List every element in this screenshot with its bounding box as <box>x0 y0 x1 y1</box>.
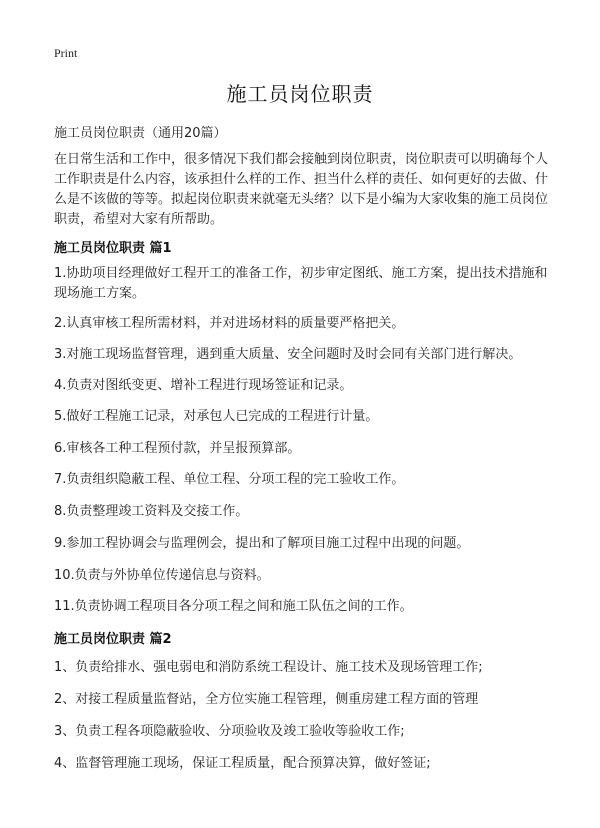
list-item: 10.负责与外协单位传递信息与资料。 <box>54 568 270 583</box>
document-subtitle: 施工员岗位职责（通用20篇） <box>54 126 227 141</box>
list-item: 9.参加工程协调会与监理例会，提出和了解项目施工过程中出现的问题。 <box>54 536 470 551</box>
page-title: 施工员岗位职责 <box>226 82 374 106</box>
list-item: 4、监督管理施工现场，保证工程质量，配合预算决算，做好签证; <box>54 756 431 771</box>
print-label[interactable]: Print <box>54 46 78 60</box>
list-item: 2.认真审核工程所需材料，并对进场材料的质量要严格把关。 <box>54 316 405 331</box>
section-heading-1: 施工员岗位职责 篇1 <box>54 241 172 256</box>
list-item: 1、负责给排水、强电弱电和消防系统工程设计、施工技术及现场管理工作; <box>54 660 483 675</box>
list-item: 6.审核各工种工程预付款，并呈报预算部。 <box>54 441 301 456</box>
list-item: 3、负责工程各项隐蔽验收、分项验收及竣工验收等验收工作; <box>54 724 405 739</box>
list-item: 11.负责协调工程项目各分项工程之间和施工队伍之间的工作。 <box>54 599 413 614</box>
list-item: 1.协助项目经理做好工程开工的准备工作，初步审定图纸、施工方案，提出技术措施和现场施工方案。 <box>54 266 548 301</box>
list-item: 3.对施工现场监督管理，遇到重大质量、安全问题时及时会同有关部门进行解决。 <box>54 347 522 362</box>
list-item: 7.负责组织隐蔽工程、单位工程、分项工程的完工验收工作。 <box>54 472 405 487</box>
list-item: 2、对接工程质量监督站，全方位实施工程管理，侧重房建工程方面的管理 <box>54 692 479 707</box>
list-item: 8.负责整理竣工资料及交接工作。 <box>54 504 249 519</box>
list-item: 5.做好工程施工记录，对承包人已完成的工程进行计量。 <box>54 409 379 424</box>
intro-paragraph: 在日常生活和工作中，很多情况下我们都会接触到岗位职责，岗位职责可以明确每个人工作职责是什么内容，该承担什么样的工作、担当什么样的责任、如何更好的去做、什么是不该做的等等。拟起岗位职责来就毫无头绪？以下是小编为大家收集的施工员岗位职责，希望对大家有所帮助。 <box>54 152 549 227</box>
list-item: 4.负责对图纸变更、增补工程进行现场签证和记录。 <box>54 378 353 393</box>
section-heading-2: 施工员岗位职责 篇2 <box>54 632 172 647</box>
